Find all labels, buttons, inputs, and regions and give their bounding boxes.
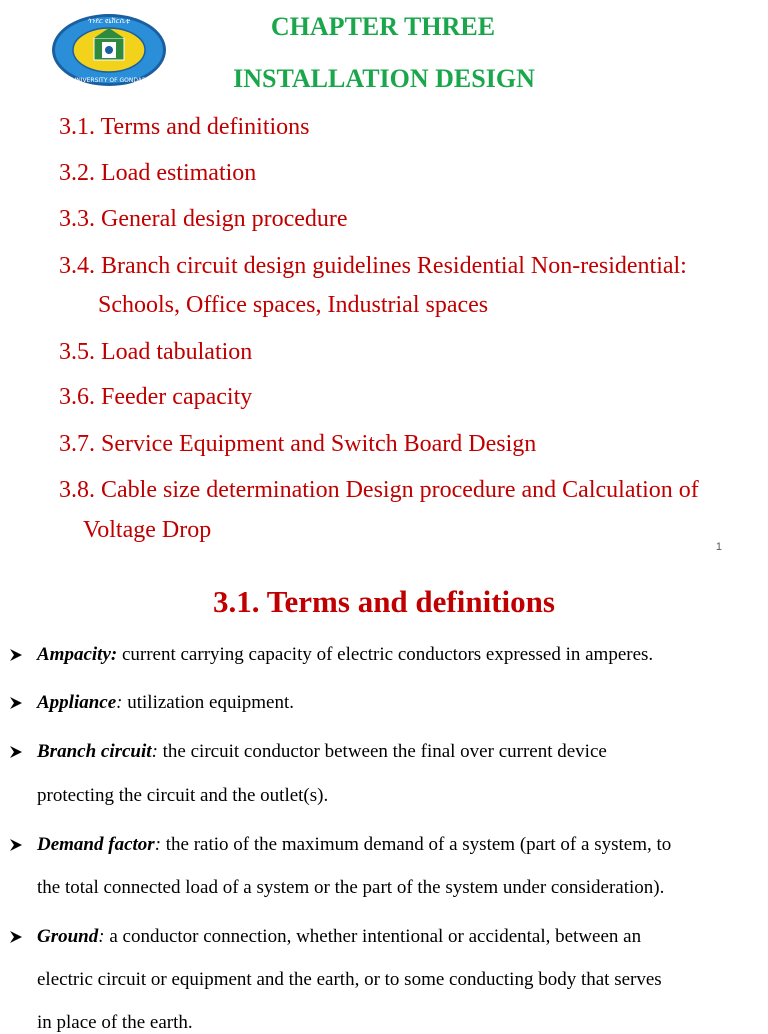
toc-item-3-8-continued: Voltage Drop — [83, 517, 212, 543]
page-number: 1 — [715, 541, 722, 553]
section-title: 3.1. Terms and definitions — [213, 584, 555, 619]
term-appliance: Appliance — [37, 692, 117, 713]
toc-item-3-6: 3.6. Feeder capacity — [59, 384, 253, 410]
logo-bottom-text: UNIVERSITY OF GONDAR — [71, 77, 147, 84]
term-ground: Ground — [37, 926, 99, 947]
arrow-bullet-icon — [9, 838, 23, 852]
toc-item-3-3: 3.3. General design procedure — [59, 206, 348, 232]
term-separator: : — [98, 926, 105, 947]
definition-text: current carrying capacity of electric conductors expressed in amperes. — [117, 644, 654, 665]
toc-item-3-2: 3.2. Load estimation — [59, 160, 257, 186]
arrow-bullet-icon — [9, 648, 23, 662]
definition-text-continued: protecting the circuit and the outlet(s). — [37, 785, 329, 806]
definition-text: the circuit conductor between the final over current device — [157, 741, 607, 762]
term-separator: : — [151, 741, 158, 762]
definition-text: utilization equipment. — [122, 692, 294, 713]
term-demand-factor: Demand factor — [37, 834, 155, 855]
chapter-subheading: INSTALLATION DESIGN — [233, 64, 535, 93]
definition-text: the ratio of the maximum demand of a system (part of a system, to — [161, 834, 672, 855]
arrow-bullet-icon — [9, 930, 23, 944]
toc-item-3-7: 3.7. Service Equipment and Switch Board Design — [59, 431, 537, 457]
definition-text-continued-2: in place of the earth. — [37, 1012, 193, 1033]
chapter-heading: CHAPTER THREE — [270, 12, 496, 41]
toc-item-3-8: 3.8. Cable size determination Design procedure and Calculation of — [59, 477, 699, 503]
definition-text-continued: electric circuit or equipment and the earth, or to some conducting body that serves — [37, 969, 662, 990]
arrow-bullet-icon — [9, 696, 23, 710]
term-ampacity: Ampacity: — [37, 644, 118, 665]
slide-2 — [0, 562, 768, 1033]
toc-item-3-5: 3.5. Load tabulation — [59, 339, 253, 365]
toc-item-3-4-continued: Schools, Office spaces, Industrial spaces — [98, 292, 489, 318]
term-separator: : — [154, 834, 162, 855]
term-separator: : — [116, 692, 123, 713]
toc-item-3-4: 3.4. Branch circuit design guidelines Residential Non-residential: — [59, 253, 687, 279]
arrow-bullet-icon — [9, 745, 23, 759]
term-branch-circuit: Branch circuit — [37, 741, 152, 762]
toc-item-3-1: 3.1. Terms and definitions — [59, 114, 310, 140]
definition-text-continued: the total connected load of a system or the part of the system under consideration). — [37, 877, 665, 898]
definition-text: a conductor connection, whether intentional or accidental, between an — [104, 926, 642, 947]
logo-top-text: ጎንደር ዩኒቨርሲቲ — [87, 17, 131, 25]
